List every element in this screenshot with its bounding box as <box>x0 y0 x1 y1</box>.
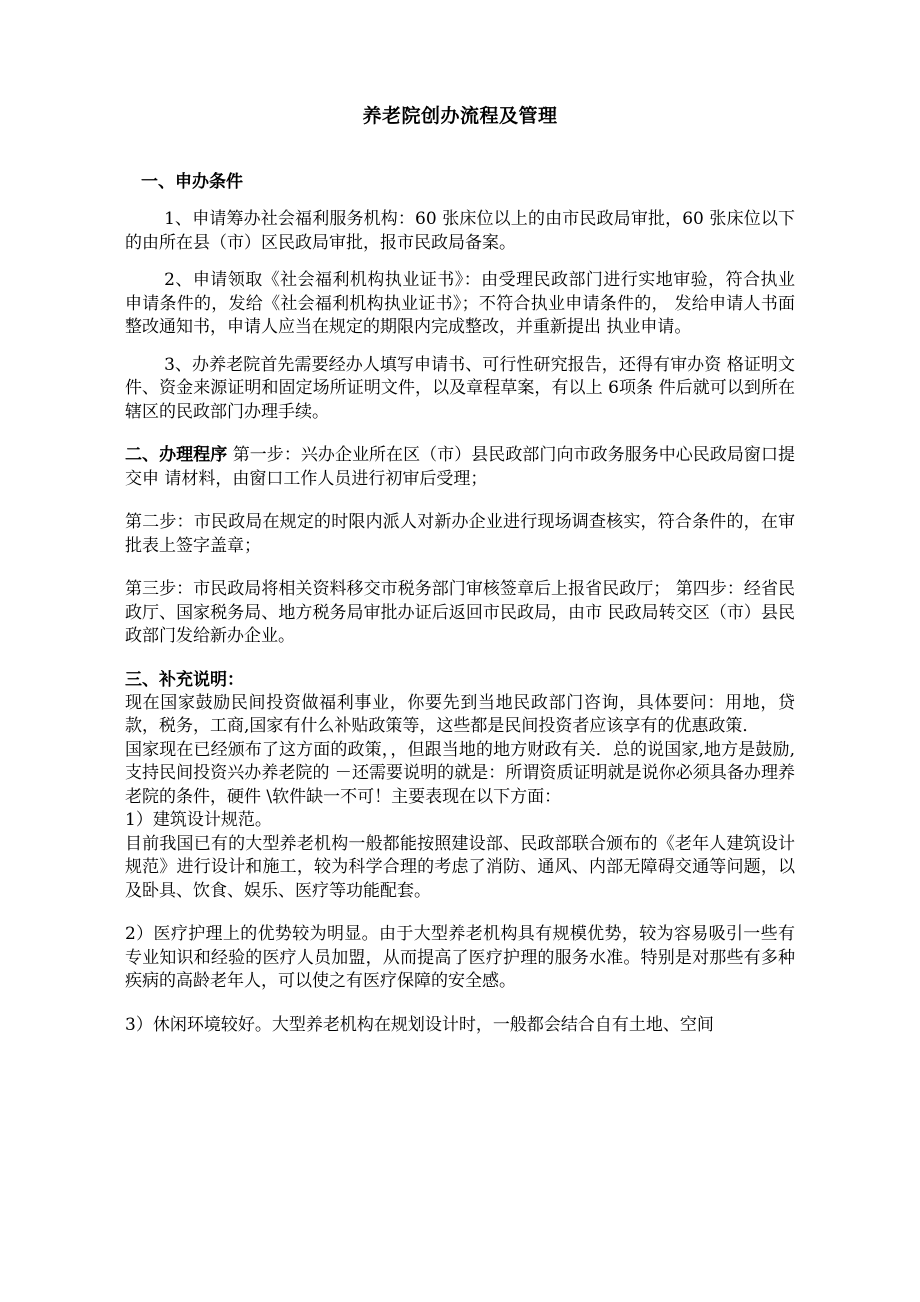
section3-item-1-title: 1）建筑设计规范。 <box>125 810 272 830</box>
section3-block-1: 现在国家鼓励民间投资做福利事业，你要先到当地民政部门咨询，具体要问：用地，贷款，税务，工商,国家有什么补贴政策等，这些都是民间投资者应该享有的优惠政策． <box>125 692 795 736</box>
section1-item-2: 2、申请领取《社会福利机构执业证书》：由受理民政部门进行实地审验，符合执业申请条件的，发给《社会福利机构执业证书》；不符合执业申请条件的， 发给申请人书面整改通知书，申请人应当在规定的期限内完成整改，并重新提出 执业申请。 <box>125 270 795 337</box>
section-heading-3: 三、补充说明： <box>125 669 244 690</box>
section-heading-2: 二、办理程序 <box>125 445 228 465</box>
section3-item-2: 2）医疗护理上的优势较为明显。由于大型养老机构具有规模优势，较为容易吸引一些有专业知识和经验的医疗人员加盟，从而提高了医疗护理的服务水准。特别是对那些有多种疾病的高龄老年人，可以使之有医疗保障的安全感。 <box>125 924 795 991</box>
section1-item-3: 3、办养老院首先需要经办人填写申请书、可行性研究报告，还得有审办资 格证明文件、资金来源证明和固定场所证明文件，以及章程草案，有以上 6项条 件后就可以到所在辖区的民政部门办理手续。 <box>125 354 795 422</box>
spacer <box>125 194 795 208</box>
section3-block-2: 国家现在已经颁布了这方面的政策，，但跟当地的地方财政有关．总的说国家,地方是鼓励,支持民间投资兴办养老院的 －还需要说明的就是：所谓资质证明就是说你必须具备办理养老院的条件，硬件 \软件缺一不可！主要表现在以下方面： <box>125 739 795 807</box>
spacer <box>125 558 795 578</box>
section2-heading-paragraph <box>125 444 795 491</box>
spacer <box>125 340 795 354</box>
spacer <box>125 994 795 1014</box>
section2-step-3: 第三步：市民政局将相关资料移交市税务部门审核签章后上报省民政厅； 第四步：经省民政厅、国家税务局、地方税务局审批办证后返回市民政局，由市 民政局转交区（市）县民政部门发给新办企业。 <box>125 579 795 646</box>
section3-item-1-body: 目前我国已有的大型养老机构一般都能按照建设部、民政部联合颁布的《老年人建筑设计规范》进行设计和施工，较为科学合理的考虑了消防、通风、内部无障碍交通等问题，以及卧具、饮食、娱乐、医疗等功能配套。 <box>125 833 795 901</box>
spacer <box>125 424 795 444</box>
spacer <box>125 903 795 923</box>
spacer <box>125 255 795 269</box>
section2-step-1: 第一步：兴办企业所在区（市）县民政部门向市政务服务中心民政局窗口提交申 请材料，由窗口工作人员进行初审后受理； <box>125 445 796 489</box>
spacer <box>125 491 795 511</box>
page-title: 养老院创办流程及管理 <box>362 105 558 127</box>
section-heading-1: 一、申办条件 <box>141 172 243 192</box>
section2-step-2: 第二步：市民政局在规定的时限内派人对新办企业进行现场调查核实，符合条件的，在审批表上签字盖章； <box>125 512 795 556</box>
spacer <box>125 649 795 669</box>
document-body <box>125 0 795 1037</box>
section1-item-1: 1、申请筹办社会福利服务机构：60 张床位以上的由市民政局审批，60 张床位以下的由所在县（市）区民政局审批，报市民政局备案。 <box>125 209 795 253</box>
section3-item-3: 3）休闲环境较好。大型养老机构在规划设计时，一般都会结合自有土地、空间 <box>125 1014 714 1035</box>
